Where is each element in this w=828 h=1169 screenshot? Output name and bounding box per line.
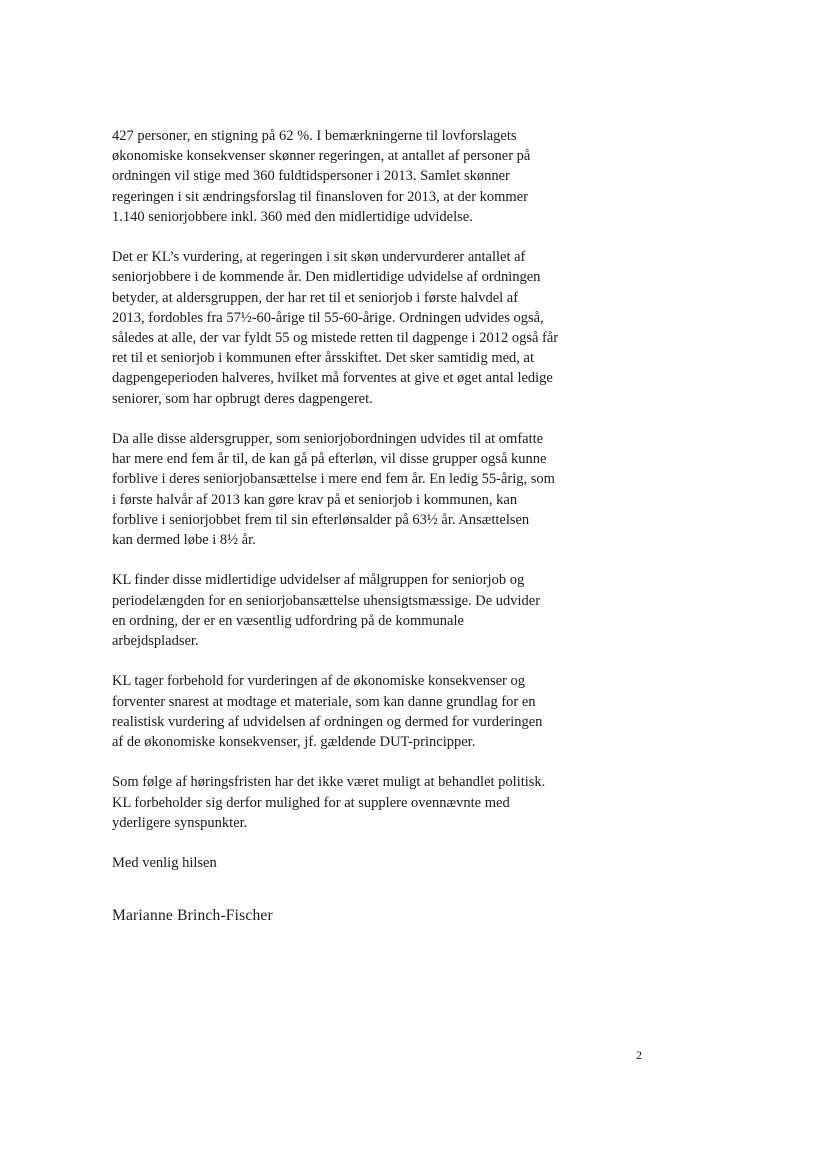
signature-name: Marianne Brinch-Fischer <box>112 907 273 924</box>
page-number: 2 <box>636 1048 642 1062</box>
paragraph-age-groups: Da alle disse aldersgrupper, som seniorjobordningen udvides til at omfatte har mere end fem år til, de kan gå på efterløn, vil disse grupper også kunne forblive i deres seniorjobansættelse i mere end fem år. En ledig 55-årig, som i første halvår af 2013 kan gøre krav på et seniorjob i kommunen, kan forblive i seniorjobbet frem til sin efterlønsalder på 63½ år. Ansættelsen kan dermed løbe i 8½ år. <box>112 431 555 549</box>
letter-body <box>112 126 612 873</box>
paragraph-estimate: 427 personer, en stigning på 62 %. I bemærkningerne til lovforslagets økonomiske konsekvenser skønner regeringen, at antallet af personer på ordningen vil stige med 360 fuldtidspersoner i 2013. Samlet skønner regeringen i sit ændringsforslag til finansloven for 2013, at der kommer 1.140 seniorjobbere inkl. 360 med den midlertidige udvidelse. <box>112 128 531 225</box>
paragraph-expansion-concerns: KL finder disse midlertidige udvidelser af målgruppen for seniorjob og periodelængden for en seniorjobansættelse uhensigtsmæssige. De udvider en ordning, der er en væsentlig udfordring på de kommunale arbejdspladser. <box>112 572 541 650</box>
paragraph-kl-assessment: Det er KL’s vurdering, at regeringen i sit skøn undervurderer antallet af seniorjobbere i de kommende år. Den midlertidige udvidelse af ordningen betyder, at aldersgruppen, der har ret til et seniorjob i første halvdel af 2013, fordobles fra 57½-60-årige til 55-60-årige. Ordningen udvides også, således at alle, der var fyldt 55 og mistede retten til dagpenge i 2012 også får ret til et seniorjob i kommunen efter årsskiftet. Det sker samtidig med, at dagpengeperioden halveres, hvilket må forventes at give et øget antal ledige seniorer, som har opbrugt deres dagpengeret. <box>112 249 559 407</box>
closing-salutation: Med venlig hilsen <box>112 855 217 872</box>
paragraph-reservation: KL tager forbehold for vurderingen af de økonomiske konsekvenser og forventer snarest at modtage et materiale, som kan danne grundlag for en realistisk vurdering af udvidelsen af ordningen og dermed for vurderingen af de økonomiske konsekvenser, jf. gældende DUT-principper. <box>112 673 543 751</box>
paragraph-hearing-deadline: Som følge af høringsfristen har det ikke været muligt at behandlet politisk. KL forbeholder sig derfor mulighed for at supplere ovennævnte med yderligere synspunkter. <box>112 774 546 831</box>
